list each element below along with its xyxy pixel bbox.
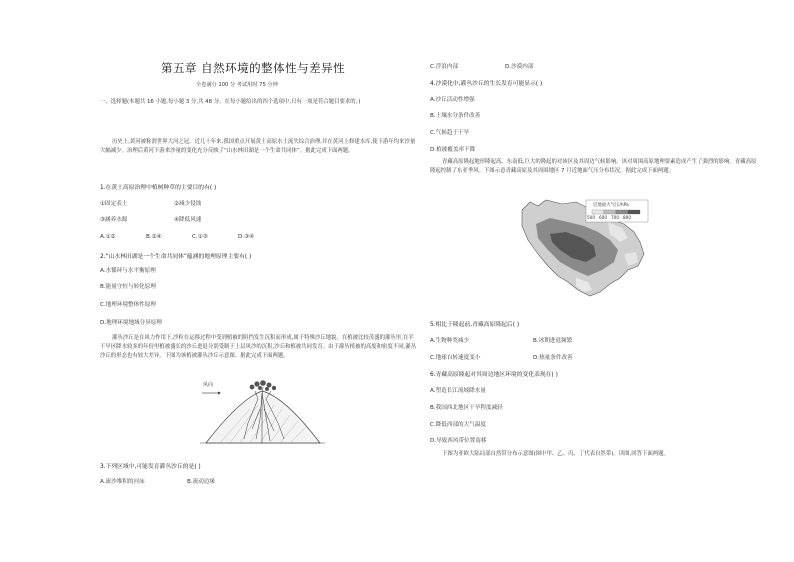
question-2-stem: 2.“山水林田湖是一个生命共同体”蕴涵的地理原理主要有( )	[100, 254, 252, 260]
q1-choice-d[interactable]: D.③④	[238, 234, 255, 240]
q2-option-c[interactable]: C.地理环境整体性原理	[100, 302, 157, 308]
legend-value-700: 700	[611, 215, 619, 220]
q3-option-a[interactable]: A.流沙堆积的河床	[100, 479, 145, 485]
question-4-stem: 4.沙漠化中,灌丛沙丘的生长发育可能显示( )	[430, 81, 543, 87]
plateau-pressure-map	[516, 196, 652, 302]
passage-4: 下图为亚欧大陆局部自然带分布示意图(图中甲、乙、丙、丁代表自然带)。读图,回答下面两题。	[442, 451, 669, 457]
q1-choice-a[interactable]: A.①②	[100, 234, 116, 240]
q1-option-3: ③涵养水源	[100, 217, 128, 223]
q3-option-d[interactable]: D.沙漠内部	[505, 64, 534, 70]
wind-direction-label: 风向	[203, 382, 214, 388]
legend-value-800: 800	[623, 215, 631, 220]
q1-choice-b[interactable]: B.②④	[146, 234, 162, 240]
q4-option-c[interactable]: C.气候趋于干旱	[430, 130, 470, 136]
question-6-stem: 6.青藏高原隆起对其周边地区环境的变化表现在( )	[430, 372, 558, 378]
legend-value-500: 500	[587, 215, 595, 220]
passage-3: 青藏高原隆起地形隆起高、东南低,巨大的隆起的对该区及其周边气候影响。该对周围高原地理要素造成产生了强烈的影响。青藏高原隆起控制了东亚季风。下图示意青藏高原及其周围地区 7 月近地面气压分布状况。据此完成下面两题。	[430, 159, 757, 174]
q2-option-d[interactable]: D.地理环境地域分异原理	[100, 320, 163, 326]
q3-option-c[interactable]: C.浮浪内部	[430, 64, 459, 70]
q4-option-d[interactable]: D.植被覆盖率下降	[430, 147, 476, 153]
q3-option-b[interactable]: B.流动边缘	[187, 479, 215, 485]
page-title: 第五章 自然环境的整体性与差异性	[161, 61, 346, 75]
section-heading: 一、选择题(本题共 16 小题,每小题 3 分,共 48 分。在每小题给出的四个选项中,只有一项是符合题目要求的。)	[100, 99, 361, 105]
question-3-stem: 3.下列区域中,可能发育灌丛沙丘的是( )	[100, 464, 201, 470]
question-5-stem: 5.相比于隆起前,青藏高原隆起后( )	[430, 322, 520, 328]
question-1-stem: 1.在黄土高原治理中植树种草的主要目的有( )	[100, 185, 217, 191]
q5-option-a[interactable]: A.生物种类减少	[430, 338, 470, 344]
passage-1: 历史上,黄河被称渭世界大河之冠。近几十年来,我国重点开展黄土高原水土流失综合治理,并在黄河上修建水库,使下游年均来沙量大幅减少。治理后黄河下游来沙量的变化充分反映了“山水林田湖是一个生命共同体”。据此完成下面两题。	[100, 139, 416, 154]
q4-option-b[interactable]: B.土壤水分条件改善	[430, 113, 481, 119]
q2-option-a[interactable]: A.水循环与水平衡原理	[100, 268, 156, 274]
q1-option-2: ②减少侵蚀	[174, 201, 202, 207]
legend-value-600: 600	[599, 215, 607, 220]
q5-option-c[interactable]: C.地球自转速度变小	[430, 355, 481, 361]
q6-option-b[interactable]: B.我国西北地区干旱程度减轻	[430, 405, 503, 411]
exam-subtitle: 全卷满分 100 分 考试用时 75 分钟	[196, 82, 278, 88]
q5-option-d[interactable]: D.热量条件改善	[533, 355, 573, 361]
q6-option-d[interactable]: D.导致西风带位置南移	[430, 438, 487, 444]
map-legend-title: 近地面大气压/hPa	[593, 203, 629, 208]
q1-option-4: ④降低风速	[174, 217, 202, 223]
q5-option-b[interactable]: B.冰期进退频繁	[533, 338, 573, 344]
q2-option-b[interactable]: B.能量守恒与转化原理	[100, 284, 156, 290]
coppice-dune-diagram	[200, 379, 325, 451]
q1-option-1: ①固定表土	[100, 201, 128, 207]
q4-option-a[interactable]: A.沙丘活动性增强	[430, 97, 475, 103]
q6-option-c[interactable]: C.降低西部的大气温度	[430, 422, 487, 428]
q1-choice-c[interactable]: C.①③	[192, 234, 208, 240]
q6-option-a[interactable]: A.塑造长江流域降水量	[430, 388, 486, 394]
passage-2: 灌丛沙丘是在风力作用下,沙粒在运移过程中受到植被的阻挡发生沉积而形成,属于特殊沙丘地貌。在植被比较茂盛的灌丛里,在半干旱区降水较多的年份里植被盛长的沙丘进退分别受制于上层风沙的沉积,沙丘和植被共同发育。由于灌丛植被的高度和密度不同,灌丛沙丘的形态也有较大差异。下图为该植被灌丛沙丘示意图。据此完成下面两题。	[100, 335, 417, 359]
